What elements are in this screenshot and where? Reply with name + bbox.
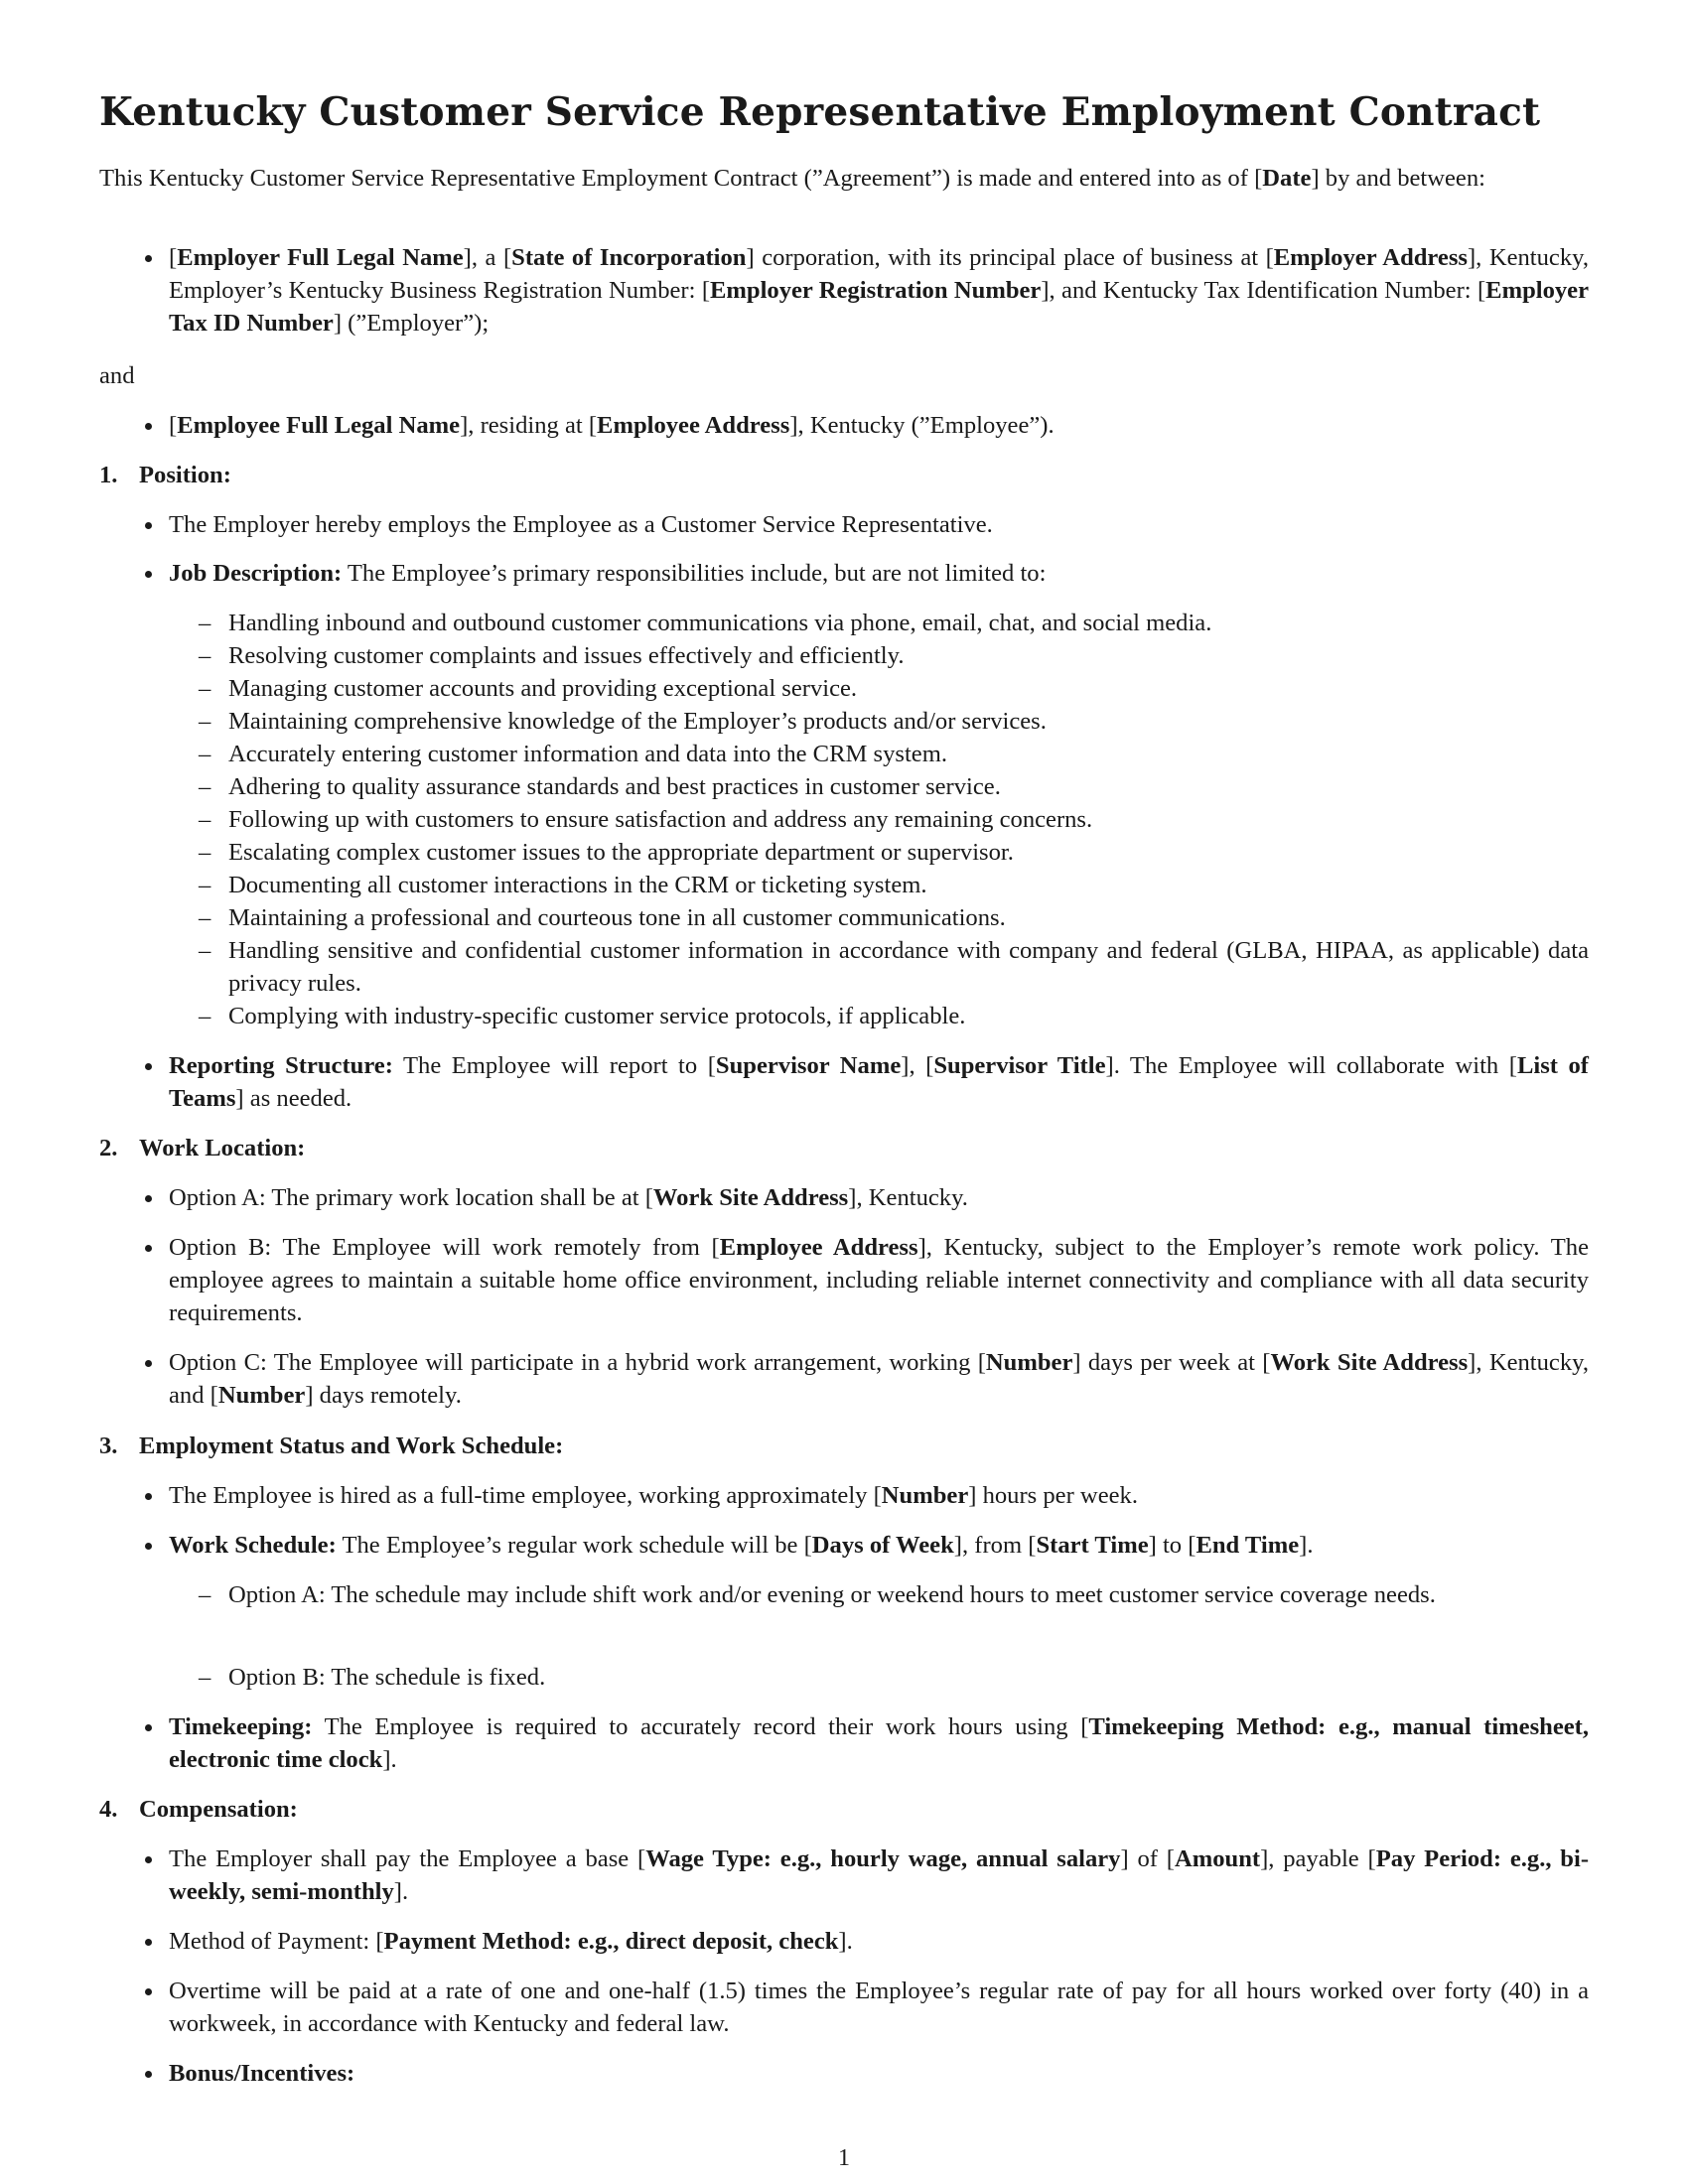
work-schedule: Work Schedule: The Employee’s regular work schedule will be [Days of Week], from [Start Time] to [End Time]. xyxy=(169,1529,1589,1562)
duty-item: – Maintaining comprehensive knowledge of the Employer’s products and/or services. xyxy=(228,705,1589,738)
base-pay: The Employer shall pay the Employee a base [Wage Type: e.g., hourly wage, annual salary] of [Amount], payable [Pay Period: e.g., bi-weekly, semi-monthly]. xyxy=(169,1843,1589,1908)
duty-item: – Maintaining a professional and courteous tone in all customer communications. xyxy=(228,901,1589,934)
schedule-option-b: – Option B: The schedule is fixed. xyxy=(228,1661,1589,1694)
work-location-option-c: Option C: The Employee will participate in a hybrid work arrangement, working [Number] days per week at [Work Site Address], Kentucky, and [Number] days remotely. xyxy=(169,1346,1589,1412)
duty-item: – Complying with industry-specific customer service protocols, if applicable. xyxy=(228,1000,1589,1032)
full-time-status: The Employee is hired as a full-time employee, working approximately [Number] hours per week. xyxy=(169,1479,1589,1512)
and-text: and xyxy=(99,362,135,389)
job-description: Job Description: The Employee’s primary responsibilities include, but are not limited to: xyxy=(169,557,1589,590)
page-number: 1 xyxy=(838,2145,850,2171)
duty-item: – Following up with customers to ensure satisfaction and address any remaining concerns. xyxy=(228,803,1589,836)
position-statement: The Employer hereby employs the Employee as a Customer Service Representative. xyxy=(169,508,1589,541)
duty-item: – Documenting all customer interactions in the CRM or ticketing system. xyxy=(228,869,1589,901)
bonus-incentives: Bonus/Incentives: xyxy=(169,2057,1589,2090)
date-field: Date xyxy=(1262,165,1312,192)
schedule-option-a: – Option A: The schedule may include shift work and/or evening or weekend hours to meet customer service coverage needs. xyxy=(228,1578,1589,1611)
document-page xyxy=(99,0,1589,2184)
section-2-heading: 2. Work Location: xyxy=(99,1135,306,1161)
work-location-option-b: Option B: The Employee will work remotely from [Employee Address], Kentucky, subject to the Employer’s remote work policy. The employee agrees to maintain a suitable home office environment, including reliable internet connectivity and compliance with all data security requirements. xyxy=(169,1231,1589,1329)
section-1-heading: 1. Position: xyxy=(99,462,231,488)
section-4-heading: 4. Compensation: xyxy=(99,1796,298,1823)
timekeeping: Timekeeping: The Employee is required to accurately record their work hours using [Timekeeping Method: e.g., manual timesheet, electronic time clock]. xyxy=(169,1710,1589,1776)
duty-item: – Accurately entering customer information and data into the CRM system. xyxy=(228,738,1589,770)
overtime: Overtime will be paid at a rate of one and one-half (1.5) times the Employee’s regular rate of pay for all hours worked over forty (40) in a workweek, in accordance with Kentucky and federal law. xyxy=(169,1975,1589,2040)
employer-party: [Employer Full Legal Name], a [State of Incorporation] corporation, with its principal place of business at [Employer Address], Kentucky, Employer’s Kentucky Business Registration Number: [Employer Registration Number], and Kentucky Tax Identification Number: [Employer Tax ID Number] (”Employer”); xyxy=(169,241,1589,340)
reporting-structure: Reporting Structure: The Employee will report to [Supervisor Name], [Supervisor Title]. The Employee will collaborate with [List of Teams] as needed. xyxy=(169,1049,1589,1115)
document-title: Kentucky Customer Service Representative Employment Contract xyxy=(99,89,1541,135)
employee-party: [Employee Full Legal Name], residing at [Employee Address], Kentucky (”Employee”). xyxy=(169,409,1589,442)
duty-item: – Handling sensitive and confidential customer information in accordance with company and federal (GLBA, HIPAA, as applicable) data privacy rules. xyxy=(228,934,1589,1000)
duty-item: – Escalating complex customer issues to the appropriate department or supervisor. xyxy=(228,836,1589,869)
payment-method: Method of Payment: [Payment Method: e.g., direct deposit, check]. xyxy=(169,1925,1589,1958)
duty-item: – Resolving customer complaints and issues effectively and efficiently. xyxy=(228,639,1589,672)
duty-item: – Handling inbound and outbound customer communications via phone, email, chat, and social media. xyxy=(228,607,1589,639)
duty-item: – Adhering to quality assurance standards and best practices in customer service. xyxy=(228,770,1589,803)
section-3-heading: 3. Employment Status and Work Schedule: xyxy=(99,1433,564,1459)
work-location-option-a: Option A: The primary work location shall be at [Work Site Address], Kentucky. xyxy=(169,1181,1589,1214)
duty-item: – Managing customer accounts and providing exceptional service. xyxy=(228,672,1589,705)
intro-paragraph: This Kentucky Customer Service Representative Employment Contract (”Agreement”) is made and entered into as of [Date] by and between: xyxy=(99,165,1485,192)
